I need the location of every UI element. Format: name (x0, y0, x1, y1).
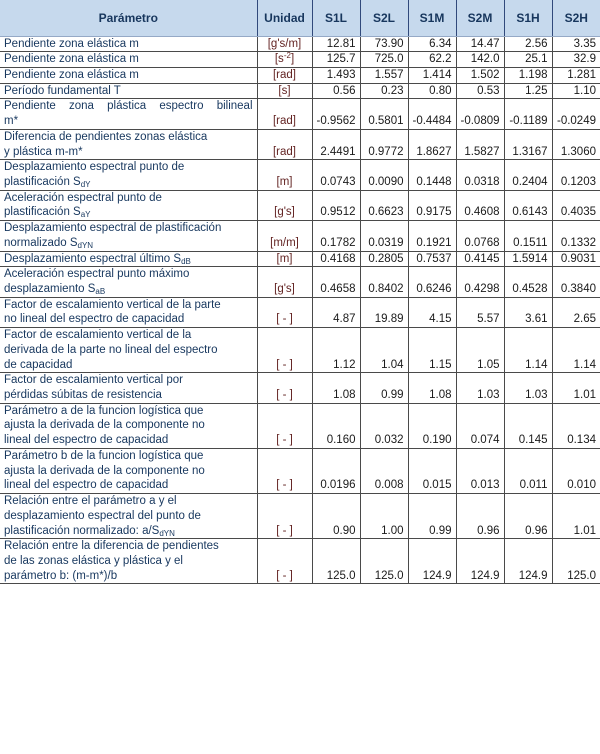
cell-value: 124.9 (504, 539, 552, 584)
cell-unit: $[s^{-2}]$ (257, 52, 312, 68)
cell-value: 0.23 (360, 83, 408, 99)
cell-value: 0.0318 (456, 160, 504, 190)
cell-value: 0.4528 (504, 267, 552, 297)
table-row (0, 67, 600, 83)
cell-unit: [m/m] (257, 221, 312, 251)
cell-value: 0.160 (312, 403, 360, 448)
cell-parameter: Factor de escalamiento vertical de la parte no lineal del espectro de capacidad (0, 297, 257, 327)
cell-unit: [m] (257, 251, 312, 267)
column-header-unidad: Unidad (257, 0, 312, 36)
cell-value: -0.9562 (312, 99, 360, 129)
column-header-s2l: S2L (360, 0, 408, 36)
table-row (0, 403, 600, 448)
cell-parameter: Parámetro a de la funcion logística que ajusta la derivada de la componente no lineal del espectro de capacidad (0, 403, 257, 448)
cell-value: 1.493 (312, 67, 360, 83)
table-row (0, 448, 600, 493)
cell-value: 1.414 (408, 67, 456, 83)
table-row (0, 36, 600, 52)
table-header (0, 0, 600, 36)
table-row (0, 494, 600, 539)
cell-parameter: Pendiente zona elástica m (0, 36, 257, 52)
cell-value: 0.1448 (408, 160, 456, 190)
cell-value: 0.7537 (408, 251, 456, 267)
cell-value: 1.03 (504, 373, 552, 403)
cell-value: 125.7 (312, 52, 360, 68)
cell-parameter: Aceleración espectral punto máximo desplazamiento SaB (0, 267, 257, 297)
cell-value: 0.96 (504, 494, 552, 539)
cell-value: 0.9512 (312, 190, 360, 220)
cell-value: 0.1511 (504, 221, 552, 251)
cell-unit: [ - ] (257, 328, 312, 373)
cell-value: 0.4658 (312, 267, 360, 297)
cell-unit: [s] (257, 83, 312, 99)
cell-value: 142.0 (456, 52, 504, 68)
column-header-s1h: S1H (504, 0, 552, 36)
cell-value: 124.9 (456, 539, 504, 584)
cell-value: 1.557 (360, 67, 408, 83)
cell-value: 124.9 (408, 539, 456, 584)
cell-parameter: Parámetro b de la funcion logística que ajusta la derivada de la componente no lineal del espectro de capacidad (0, 448, 257, 493)
cell-value: 2.4491 (312, 129, 360, 159)
cell-value: 0.4035 (552, 190, 600, 220)
cell-value: 0.0768 (456, 221, 504, 251)
cell-value: 0.99 (360, 373, 408, 403)
cell-value: 1.198 (504, 67, 552, 83)
cell-value: 725.0 (360, 52, 408, 68)
cell-value: 0.4145 (456, 251, 504, 267)
cell-unit: [rad] (257, 67, 312, 83)
cell-value: 0.2805 (360, 251, 408, 267)
cell-value: 1.05 (456, 328, 504, 373)
cell-unit: [g's] (257, 190, 312, 220)
cell-value: 4.87 (312, 297, 360, 327)
cell-value: 0.3840 (552, 267, 600, 297)
table-row (0, 267, 600, 297)
cell-value: 0.074 (456, 403, 504, 448)
cell-value: 0.015 (408, 448, 456, 493)
cell-value: 1.5827 (456, 129, 504, 159)
column-header-parametro: Parámetro (0, 0, 257, 36)
table-row (0, 129, 600, 159)
cell-value: 0.90 (312, 494, 360, 539)
cell-value: 12.81 (312, 36, 360, 52)
cell-parameter: Factor de escalamiento vertical de la derivada de la parte no lineal del espectro de capacidad (0, 328, 257, 373)
table-row (0, 190, 600, 220)
cell-value: 32.9 (552, 52, 600, 68)
cell-unit: [rad] (257, 99, 312, 129)
cell-value: 0.9772 (360, 129, 408, 159)
cell-parameter: Desplazamiento espectral de plastificación normalizado SdYN (0, 221, 257, 251)
cell-unit: [m] (257, 160, 312, 190)
cell-value: -0.0809 (456, 99, 504, 129)
cell-parameter: Pendiente zona plástica espectro bilineal m* (0, 99, 257, 129)
cell-value: 1.03 (456, 373, 504, 403)
cell-unit: [g's] (257, 267, 312, 297)
cell-value: 0.0319 (360, 221, 408, 251)
cell-unit: [ - ] (257, 403, 312, 448)
cell-value: 0.5801 (360, 99, 408, 129)
table-row (0, 99, 600, 129)
cell-value: 0.56 (312, 83, 360, 99)
table-row (0, 328, 600, 373)
cell-value: 0.1782 (312, 221, 360, 251)
cell-value: 1.00 (360, 494, 408, 539)
cell-value: 14.47 (456, 36, 504, 52)
cell-value: 0.8402 (360, 267, 408, 297)
cell-value: 0.9175 (408, 190, 456, 220)
cell-value: 0.1332 (552, 221, 600, 251)
cell-value: 125.0 (312, 539, 360, 584)
cell-value: 0.99 (408, 494, 456, 539)
table-row (0, 373, 600, 403)
cell-value: 25.1 (504, 52, 552, 68)
table-body (0, 36, 600, 584)
cell-value: 5.57 (456, 297, 504, 327)
cell-value: 3.61 (504, 297, 552, 327)
cell-value: 0.9031 (552, 251, 600, 267)
cell-value: 1.12 (312, 328, 360, 373)
cell-value: 1.3167 (504, 129, 552, 159)
cell-value: 1.14 (504, 328, 552, 373)
cell-value: 0.96 (456, 494, 504, 539)
cell-unit: [ - ] (257, 494, 312, 539)
cell-value: 3.35 (552, 36, 600, 52)
cell-value: 73.90 (360, 36, 408, 52)
cell-unit: [rad] (257, 129, 312, 159)
table-row (0, 539, 600, 584)
cell-value: 1.08 (312, 373, 360, 403)
cell-value: 0.4298 (456, 267, 504, 297)
cell-value: 0.6623 (360, 190, 408, 220)
cell-value: 0.190 (408, 403, 456, 448)
header-row (0, 0, 600, 36)
cell-parameter: Relación entre la diferencia de pendientes de las zonas elástica y plástica y el parámetro b: (m-m*)/b (0, 539, 257, 584)
table-row (0, 221, 600, 251)
cell-value: 2.56 (504, 36, 552, 52)
cell-parameter: Factor de escalamiento vertical por pérdidas súbitas de resistencia (0, 373, 257, 403)
cell-value: 0.1921 (408, 221, 456, 251)
table-row (0, 297, 600, 327)
cell-value: -0.0249 (552, 99, 600, 129)
cell-value: 6.34 (408, 36, 456, 52)
table-row (0, 251, 600, 267)
cell-value: 1.8627 (408, 129, 456, 159)
cell-value: 1.3060 (552, 129, 600, 159)
cell-value: 1.502 (456, 67, 504, 83)
cell-value: -0.1189 (504, 99, 552, 129)
cell-value: -0.4484 (408, 99, 456, 129)
cell-value: 62.2 (408, 52, 456, 68)
cell-value: 0.0196 (312, 448, 360, 493)
cell-value: 19.89 (360, 297, 408, 327)
cell-value: 1.10 (552, 83, 600, 99)
cell-value: 1.5914 (504, 251, 552, 267)
cell-value: 0.2404 (504, 160, 552, 190)
cell-value: 1.01 (552, 494, 600, 539)
cell-value: 0.013 (456, 448, 504, 493)
cell-value: 1.04 (360, 328, 408, 373)
cell-value: 0.008 (360, 448, 408, 493)
cell-value: 0.032 (360, 403, 408, 448)
cell-value: 1.25 (504, 83, 552, 99)
cell-value: 0.0090 (360, 160, 408, 190)
cell-parameter: Desplazamiento espectral último SdB (0, 251, 257, 267)
cell-value: 1.01 (552, 373, 600, 403)
cell-value: 0.134 (552, 403, 600, 448)
column-header-s2h: S2H (552, 0, 600, 36)
cell-parameter: Aceleración espectral punto de plastificación SaY (0, 190, 257, 220)
cell-value: 125.0 (552, 539, 600, 584)
cell-parameter: Desplazamiento espectral punto de plastificación SdY (0, 160, 257, 190)
cell-value: 0.53 (456, 83, 504, 99)
cell-unit: [g's/m] (257, 36, 312, 52)
cell-unit: [ - ] (257, 297, 312, 327)
cell-value: 0.80 (408, 83, 456, 99)
cell-value: 0.010 (552, 448, 600, 493)
cell-value: 1.15 (408, 328, 456, 373)
cell-parameter: Pendiente zona elástica m (0, 67, 257, 83)
cell-value: 0.011 (504, 448, 552, 493)
cell-value: 1.14 (552, 328, 600, 373)
cell-unit: [ - ] (257, 448, 312, 493)
cell-parameter: Diferencia de pendientes zonas elástica y plástica m-m* (0, 129, 257, 159)
column-header-s1m: S1M (408, 0, 456, 36)
cell-value: 1.08 (408, 373, 456, 403)
table-row (0, 160, 600, 190)
cell-value: 1.281 (552, 67, 600, 83)
cell-parameter: Relación entre el parámetro a y el desplazamiento espectral del punto de plastificación normalizado: a/SdYN (0, 494, 257, 539)
cell-value: 0.6143 (504, 190, 552, 220)
cell-unit: [ - ] (257, 539, 312, 584)
cell-parameter: Período fundamental T (0, 83, 257, 99)
cell-value: 0.6246 (408, 267, 456, 297)
cell-parameter: Pendiente zona elástica m (0, 52, 257, 68)
cell-unit: [ - ] (257, 373, 312, 403)
column-header-s1l: S1L (312, 0, 360, 36)
table-row (0, 83, 600, 99)
cell-value: 0.0743 (312, 160, 360, 190)
cell-value: 0.4168 (312, 251, 360, 267)
cell-value: 0.1203 (552, 160, 600, 190)
cell-value: 0.145 (504, 403, 552, 448)
cell-value: 125.0 (360, 539, 408, 584)
table-row (0, 52, 600, 68)
column-header-s2m: S2M (456, 0, 504, 36)
cell-value: 0.4608 (456, 190, 504, 220)
cell-value: 4.15 (408, 297, 456, 327)
cell-value: 2.65 (552, 297, 600, 327)
